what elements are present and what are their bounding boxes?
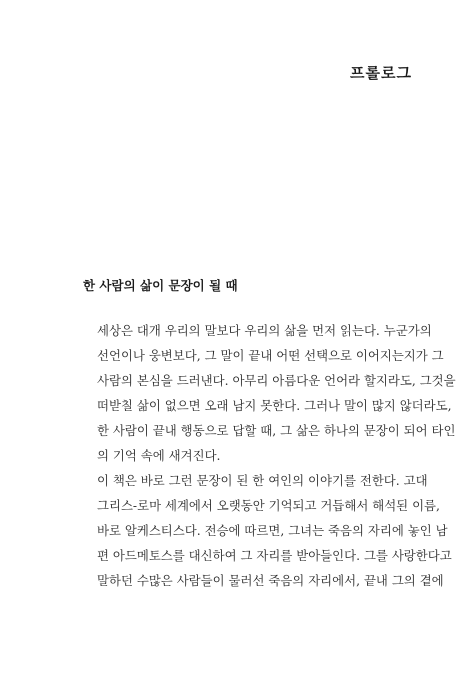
chapter-title: 프롤로그 <box>350 64 412 82</box>
section-heading: 한 사람의 삶이 문장이 될 때 <box>83 278 238 293</box>
body-text <box>83 318 456 593</box>
text-line: 떠받칠 삶이 없으면 오래 남지 못한다. 그러나 말이 많지 않더라도, <box>97 398 452 413</box>
paragraph <box>83 468 452 593</box>
text-line: 의 기억 속에 새겨진다. <box>97 448 221 463</box>
text-line: 한 사람이 끝내 행동으로 답할 때, 그 삶은 하나의 문장이 되어 타인 <box>97 423 456 438</box>
text-line: 편 아드메토스를 대신하여 그 자리를 받아들인다. 그를 사랑한다고 <box>97 548 452 563</box>
text-line: 사람의 본심을 드러낸다. 아무리 아름다운 언어라 할지라도, 그것을 <box>97 373 456 388</box>
text-line: 세상은 대개 우리의 말보다 우리의 삶을 먼저 읽는다. 누군가의 <box>97 323 432 338</box>
text-line: 바로 알케스티스다. 전승에 따르면, 그녀는 죽음의 자리에 놓인 남 <box>97 523 448 538</box>
text-line: 말하던 수많은 사람들이 물러선 죽음의 자리에서, 끝내 그의 곁에 <box>97 573 444 588</box>
paragraph <box>83 318 456 468</box>
text-line: 그리스-로마 세계에서 오랫동안 기억되고 거듭해서 해석된 이름, <box>97 498 440 513</box>
text-line: 선언이나 웅변보다, 그 말이 끝내 어떤 선택으로 이어지는지가 그 <box>97 348 444 363</box>
text-line: 이 책은 바로 그런 문장이 된 한 여인의 이야기를 전한다. 고대 <box>97 473 428 488</box>
